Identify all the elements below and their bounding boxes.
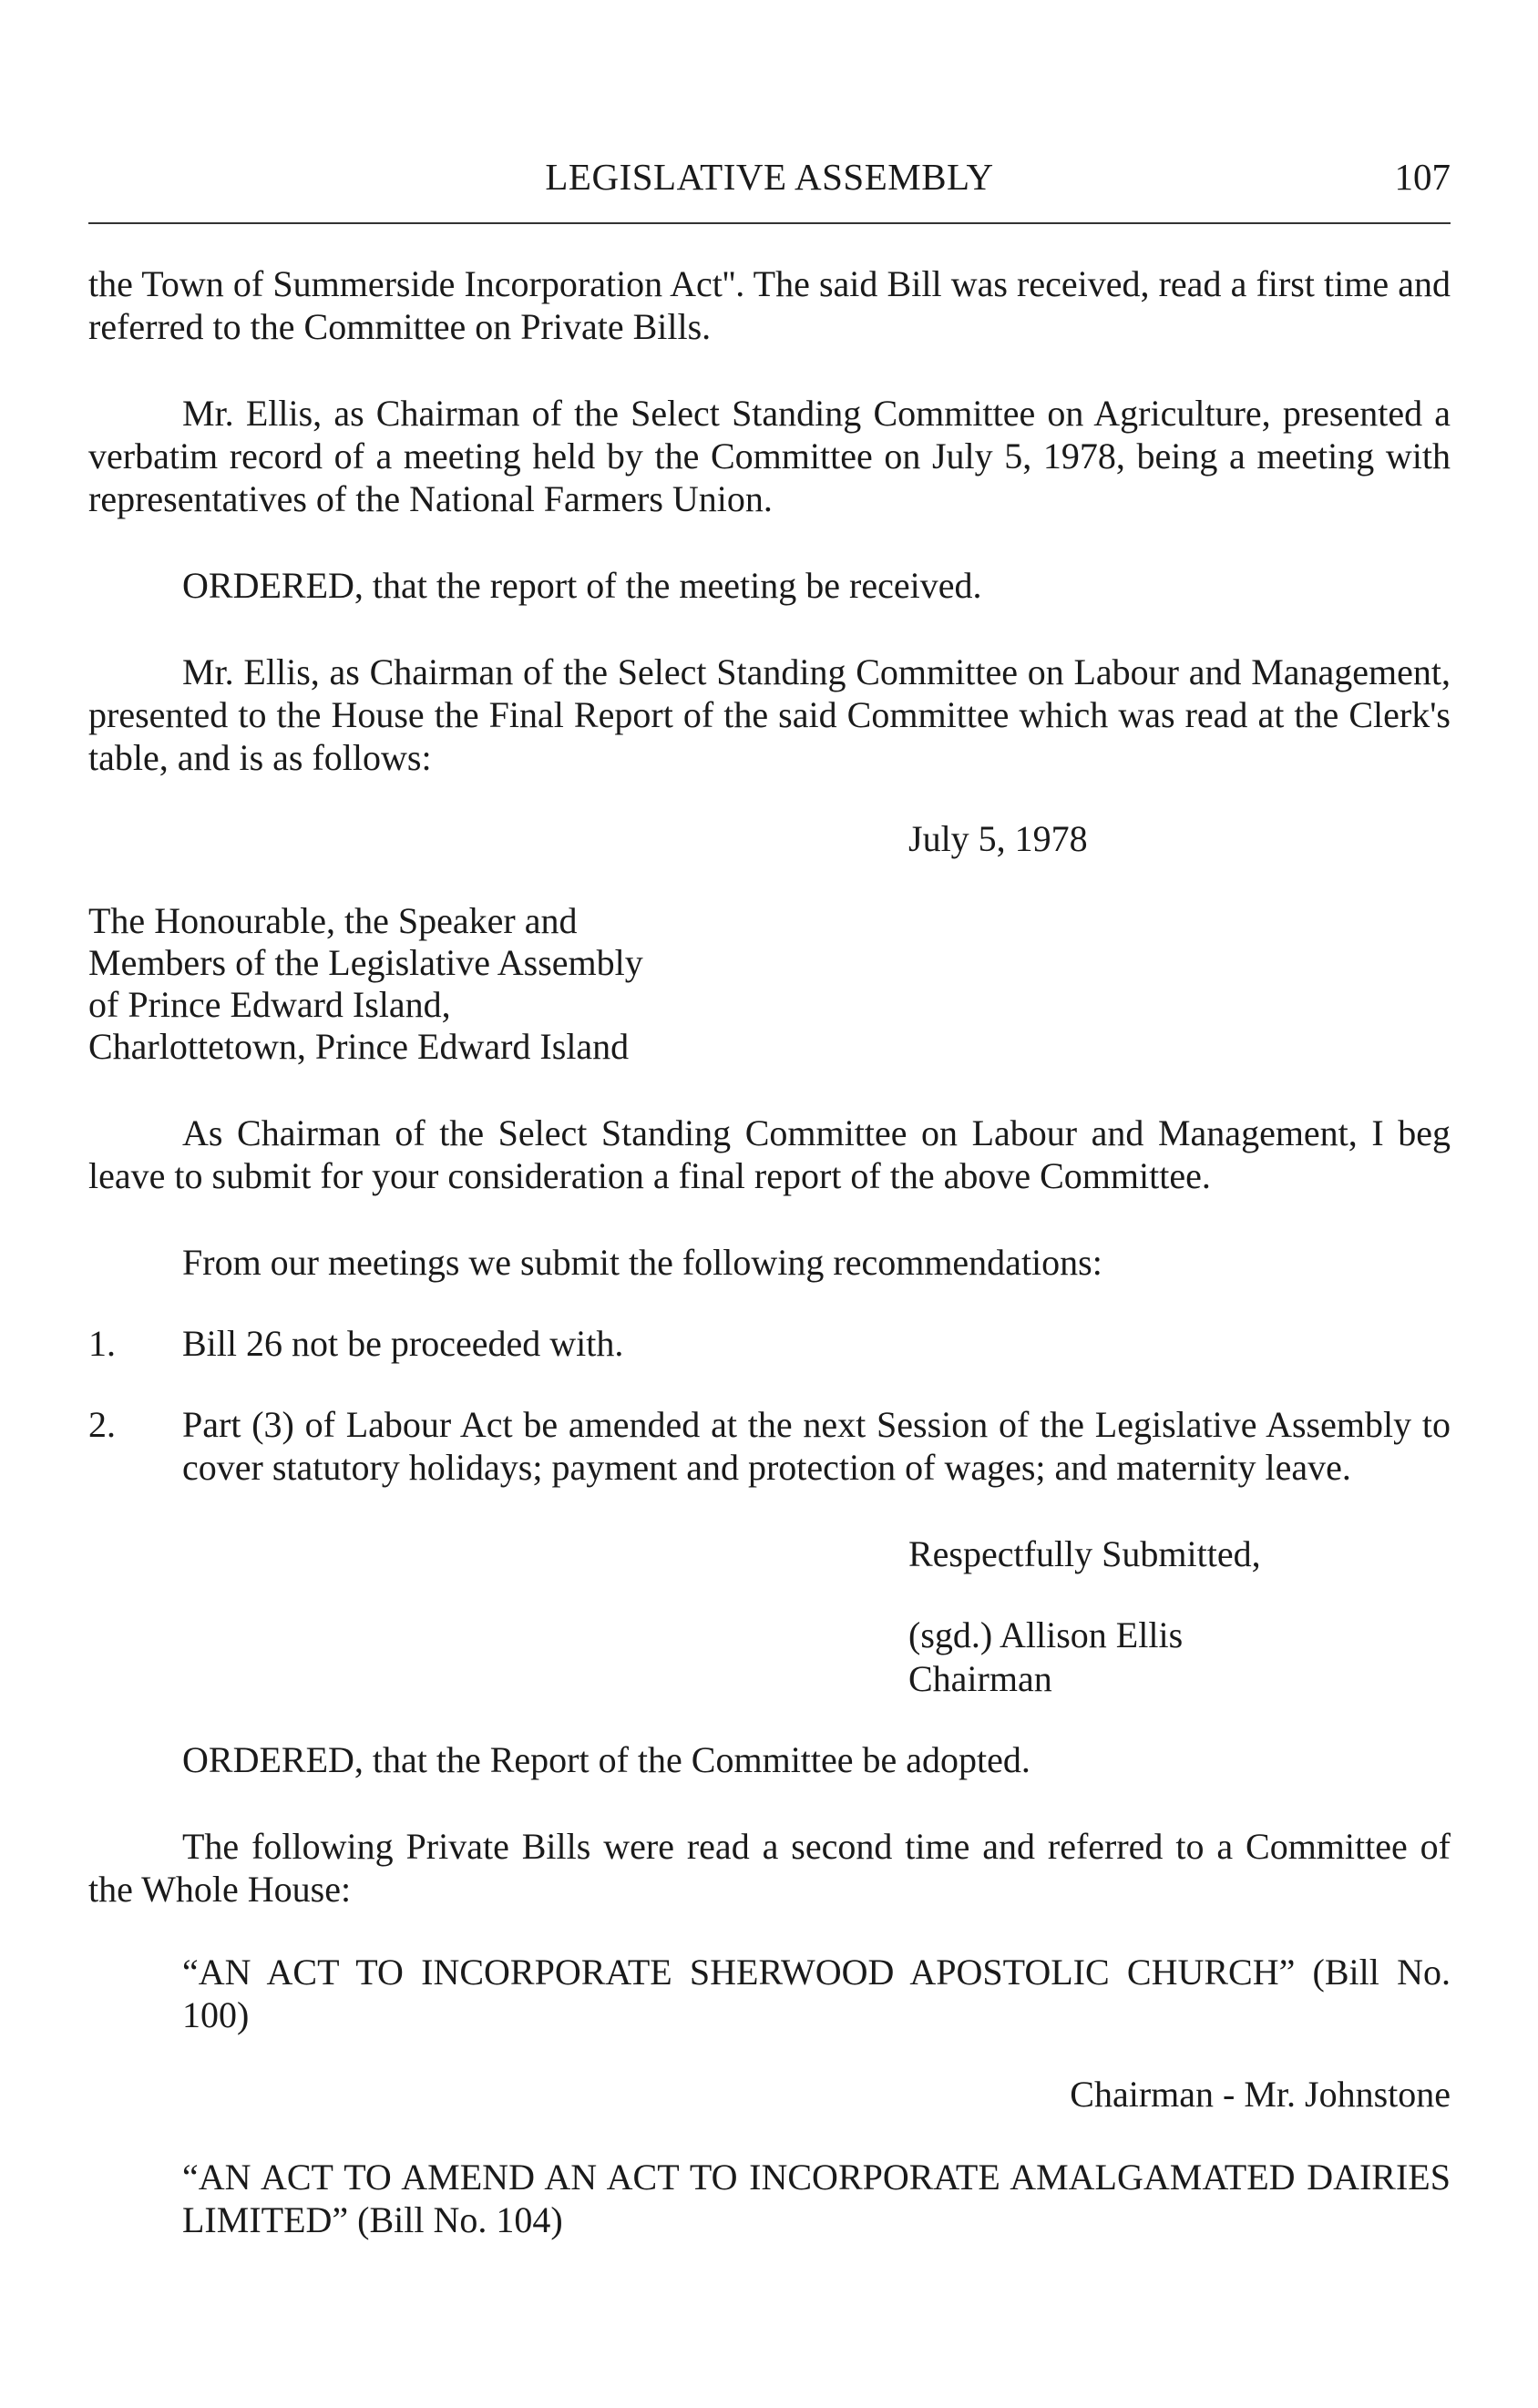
page-number: 107 — [1394, 156, 1451, 198]
report-date: July 5, 1978 — [908, 818, 1088, 859]
header-rule — [88, 222, 1451, 224]
paragraph-recommendations-intro: From our meetings we submit the following recommendations: — [182, 1242, 1102, 1283]
paragraph-bill-received: the Town of Summerside Incorporation Act''. The said Bill was received, read a first time and referred to the Committee on Private Bills. — [88, 263, 1451, 347]
signature-name: (sgd.) Allison Ellis — [908, 1614, 1184, 1655]
address-line: of Prince Edward Island, — [88, 984, 451, 1025]
paragraph-chairman-submission: As Chairman of the Select Standing Committee on Labour and Management, I beg leave to submit for your consideration a final report of the above Committee. — [88, 1112, 1451, 1196]
recommendation-number: 1. — [88, 1323, 116, 1364]
document-body — [88, 262, 1451, 2241]
recommendation-text: Bill 26 not be proceeded with. — [182, 1323, 624, 1364]
paragraph-labour-report: Mr. Ellis, as Chairman of the Select Standing Committee on Labour and Management, presented to the House the Final Report of the said Committee which was read at the Clerk's table, and is as follows: — [88, 651, 1451, 778]
closing-block — [88, 1532, 1451, 1576]
signature-title: Chairman — [908, 1658, 1052, 1699]
recommendation-item — [88, 1322, 1451, 1365]
bill-title: “AN ACT TO INCORPORATE SHERWOOD APOSTOLIC CHURCH” (Bill No. 100) — [182, 1952, 1451, 2035]
address-block — [88, 900, 1451, 1068]
paragraph-private-bills: The following Private Bills were read a second time and referred to a Committee of the Whole House: — [88, 1826, 1451, 1910]
paragraph-agriculture-record: Mr. Ellis, as Chairman of the Select Standing Committee on Agriculture, presented a verbatim record of a meeting held by the Committee on July 5, 1978, being a meeting with representatives of the National Farmers Union. — [88, 393, 1451, 519]
recommendation-number: 2. — [88, 1404, 116, 1445]
paragraph-ordered-received: ORDERED, that the report of the meeting be received. — [182, 565, 982, 606]
address-line: Members of the Legislative Assembly — [88, 942, 643, 983]
address-line: The Honourable, the Speaker and — [88, 900, 578, 941]
running-title: LEGISLATIVE ASSEMBLY — [545, 156, 994, 198]
recommendation-item — [88, 1403, 1451, 1489]
page-header — [88, 144, 1451, 199]
paragraph-ordered-adopted: ORDERED, that the Report of the Committee be adopted. — [182, 1739, 1030, 1780]
signature-block — [88, 1614, 1451, 1701]
bill-title: “AN ACT TO AMEND AN ACT TO INCORPORATE AMALGAMATED DAIRIES LIMITED” (Bill No. 104) — [182, 2157, 1451, 2240]
address-line: Charlottetown, Prince Edward Island — [88, 1026, 630, 1067]
recommendation-text: Part (3) of Labour Act be amended at the next Session of the Legislative Assembly to cover statutory holidays; payment and protection of wages; and maternity leave. — [182, 1404, 1451, 1488]
closing-line: Respectfully Submitted, — [908, 1533, 1261, 1574]
bill-chairman: Chairman - Mr. Johnstone — [1070, 2074, 1451, 2115]
